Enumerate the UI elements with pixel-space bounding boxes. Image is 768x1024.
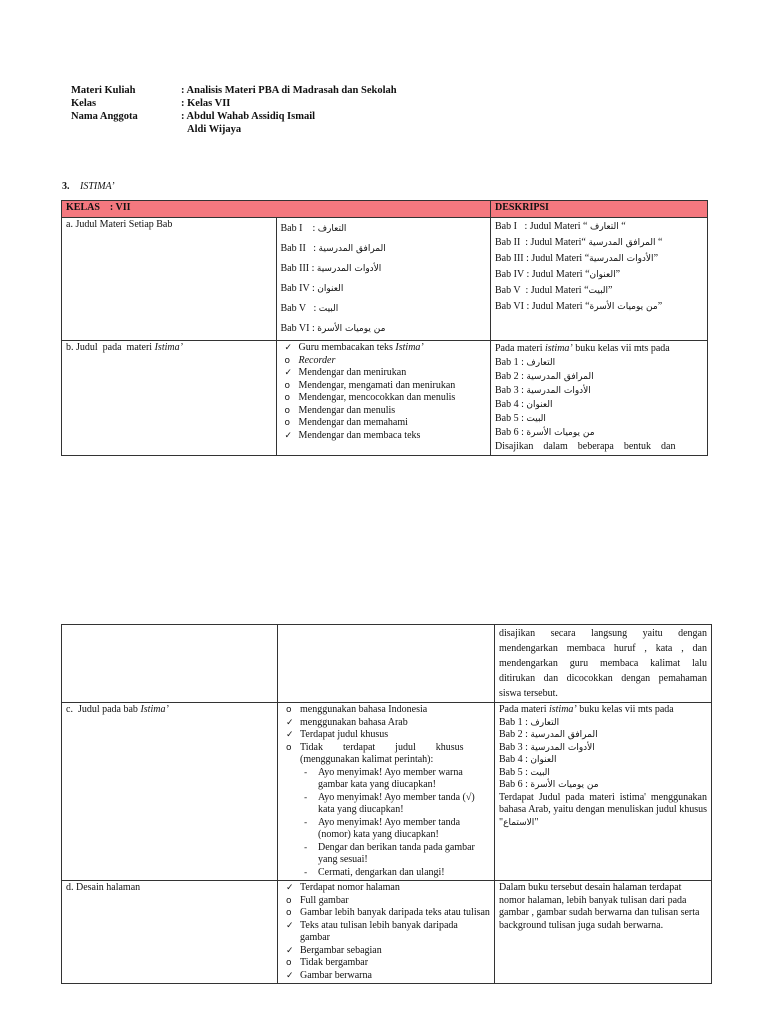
table-row [62, 881, 712, 984]
row-description [495, 703, 712, 881]
desc-item: Bab 5 : البيت [499, 766, 550, 778]
bab-item: Bab II : المرافق المدرسية [280, 243, 386, 254]
sub-list-item: - Dengar dan berikan tanda pada gambar yang sesuai! [304, 841, 475, 865]
list-item: ✓ Terdapat judul khusus [286, 729, 389, 740]
list-item: o Full gambar [286, 894, 349, 906]
sub-list-item: - Ayo menyimak! Ayo member tanda (nomor) kata yang diucapkan! [304, 816, 461, 840]
list-item: ✓ Gambar berwarna [286, 969, 372, 981]
list-item: o Tidak bergambar [286, 957, 369, 968]
sub-list-item: - Cermati, dengarkan dan ulangi! [304, 866, 445, 878]
desc-tail: Terdapat Judul pada materi istima' menggunakan bahasa Arab, yaitu dengan menuliskan judul khusus "الاستماع" [499, 791, 707, 828]
header-value: : Kelas VII [181, 98, 231, 109]
list-item: o Recorder [284, 354, 336, 366]
desc-item: Bab VI : Judul Materi “من يوميات الأسرة” [495, 301, 663, 312]
desc-item: Bab II : Judul Materi“ المرافق المدرسية “ [495, 237, 663, 248]
list-item: ✓ Mendengar dan menirukan [284, 367, 407, 378]
header-value: Aldi Wijaya [187, 124, 242, 135]
document-header [71, 84, 397, 136]
sub-list-item: - Ayo menyimak! Ayo member tanda (√) kata yang diucapkan! [304, 791, 475, 815]
desc-intro: Pada materi istima’ buku kelas vii mts pada [495, 343, 670, 354]
header-row-kelas [71, 97, 397, 110]
desc-intro: Pada materi istima’ buku kelas vii mts pada [499, 704, 674, 715]
bab-item: Bab III : الأدوات المدرسية [280, 263, 382, 274]
section-heading [62, 181, 115, 192]
row-description: disajikan secara langsung yaitu dengan mendengarkan membaca huruf , kata , dan mendengarkan guru membaca kalimat lalu ditirukan dan dicocokkan dengan pemahaman siswa tersebut. [495, 625, 712, 703]
desc-item: Bab III : Judul Materi “الأدوات المدرسية” [495, 253, 659, 264]
bab-item: Bab IV : العنوان [280, 283, 344, 294]
list-item: o Mendengar dan menulis [284, 404, 396, 416]
list-item: ✓ menggunakan bahasa Arab [286, 716, 408, 728]
list-item: o Mendengar, mengamati dan menirukan [284, 379, 456, 391]
desc-item: Bab 6 : من يوميات الأسرة [499, 779, 599, 790]
list-item: ✓ Mendengar dan membaca teks [284, 429, 421, 441]
table-row [62, 218, 708, 341]
section-number: 3. [62, 181, 70, 192]
header-deskripsi: DESKRIPSI [491, 201, 708, 218]
table-row [62, 341, 708, 456]
table-header-row [62, 201, 708, 218]
row-label: c. Judul pada bab Istima’ [62, 703, 278, 881]
header-row-anggota-2 [71, 123, 397, 136]
desc-item: Bab 2 : المرافق المدرسية [499, 729, 598, 740]
list-item: o Mendengar dan memahami [284, 417, 408, 428]
list-item: ✓ Guru membacakan teks Istima’ [284, 342, 424, 353]
row-label: b. Judul pada materi Istima’ [62, 341, 277, 456]
header-label: Kelas [71, 98, 97, 109]
header-value: : Abdul Wahab Assidiq Ismail [181, 111, 316, 122]
checklist [278, 703, 495, 881]
bab-item: Bab I : التعارف [280, 223, 347, 234]
row-description [491, 341, 708, 456]
table-row [62, 625, 712, 703]
list-item: o Gambar lebih banyak daripada teks atau tulisan [286, 907, 490, 918]
table-row [62, 703, 712, 881]
desc-item: Bab I : Judul Materi “ التعارف “ [495, 221, 626, 232]
list-item: o Mendengar, mencocokkan dan menulis [284, 392, 456, 403]
list-item: o menggunakan bahasa Indonesia [286, 704, 428, 715]
istima-table-part2 [61, 624, 712, 984]
desc-item: Bab 3 : الأدوات المدرسية [495, 385, 591, 396]
header-label: Materi Kuliah [71, 85, 136, 96]
section-title: ISTIMA’ [80, 181, 115, 192]
desc-tail: Disajikan dalam beberapa bentuk dan [495, 441, 676, 452]
istima-table-part1 [61, 200, 708, 456]
desc-item: Bab 2 : المرافق المدرسية [495, 371, 594, 382]
desc-item: Bab 3 : الأدوات المدرسية [499, 741, 595, 753]
header-label: Nama Anggota [71, 111, 138, 122]
sub-list-item: - Ayo menyimak! Ayo member warna gambar kata yang diucapkan! [304, 766, 463, 790]
bab-list [276, 218, 491, 341]
desc-item: Bab 1 : التعارف [499, 716, 560, 728]
desc-item: Bab 6 : من يوميات الأسرة [495, 427, 595, 438]
row-label: d. Desain halaman [62, 881, 278, 984]
checklist [278, 881, 495, 984]
bab-item: Bab VI : من يوميات الأسرة [280, 323, 386, 334]
header-kelas: KELAS : VII [62, 201, 491, 218]
desc-item: Bab IV : Judul Materi “العنوان” [495, 269, 621, 280]
list-item: ✓ Teks atau tulisan lebih banyak daripada gambar [286, 919, 458, 943]
checklist [276, 341, 491, 456]
desc-item: Bab 4 : العنوان [495, 399, 553, 410]
header-row-anggota [71, 110, 397, 123]
bab-item: Bab V : البيت [280, 303, 339, 314]
header-row-materi [71, 84, 397, 97]
row-description: Dalam buku tersebut desain halaman terdapat nomor halaman, lebih banyak tulisan dari pada gambar , gambar sudah berwarna dan tulisan serta background tulisan juga sudah berwarna. [495, 881, 712, 984]
row-label: a. Judul Materi Setiap Bab [62, 218, 277, 341]
list-item: ✓ Terdapat nomor halaman [286, 882, 400, 893]
desc-item: Bab 5 : البيت [495, 413, 546, 424]
desc-item: Bab 4 : العنوان [499, 754, 557, 765]
list-item: o Tidak terdapat judul khusus (menggunakan kalimat perintah): [286, 741, 467, 765]
bab-description [491, 218, 708, 341]
desc-item: Bab 1 : التعارف [495, 357, 556, 368]
desc-item: Bab V : Judul Materi “البيت” [495, 285, 613, 296]
header-value: : Analisis Materi PBA di Madrasah dan Sekolah [181, 85, 397, 96]
list-item: ✓ Bergambar sebagian [286, 944, 382, 956]
